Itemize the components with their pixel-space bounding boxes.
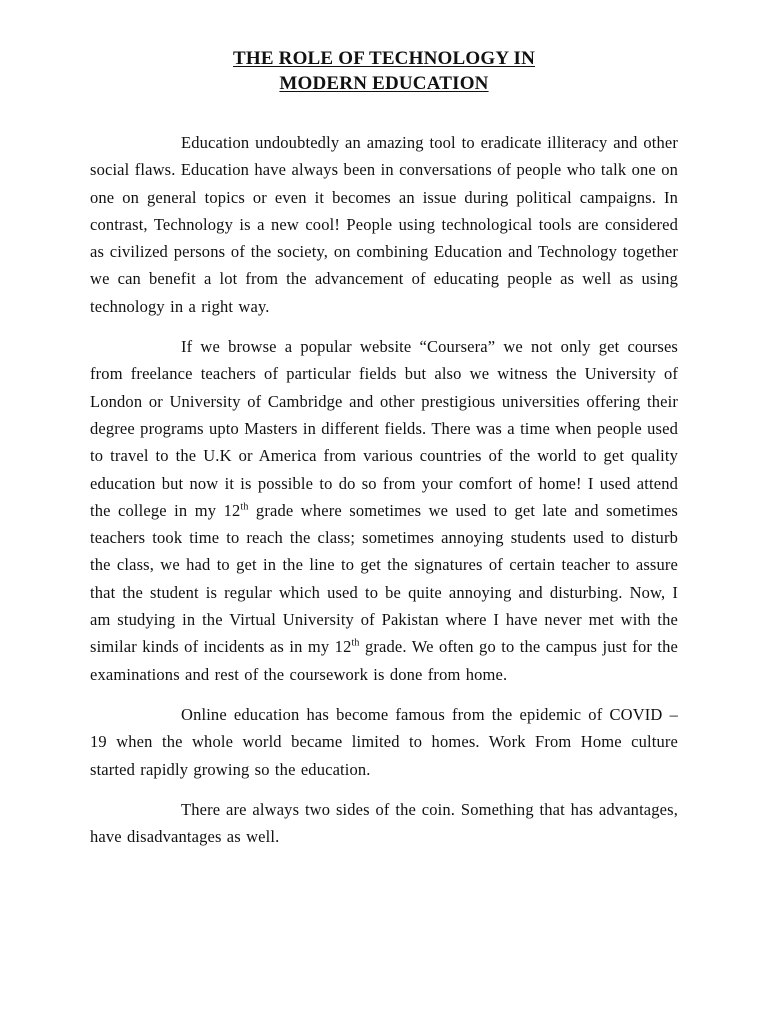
document-body	[90, 129, 678, 863]
ordinal-superscript-2: th	[351, 637, 360, 649]
document-title	[90, 46, 678, 96]
ordinal-superscript-1: th	[240, 501, 249, 513]
paragraph-2-part-1: If we browse a popular website “Coursera” we not only get courses from freelance teachers of particular fields but also we witness the University of London or University of Cambridge and other prestigious universities offering their degree programs upto Masters in different fields. There was a time when people used to travel to the U.K or America from various countries of the world to get quality education but now it is possible to do so from your comfort of home! I used attend the college in my 12	[90, 337, 678, 520]
title-line-2: MODERN EDUCATION	[279, 73, 489, 94]
paragraph-2	[90, 333, 678, 688]
title-line-1: THE ROLE OF TECHNOLOGY IN	[232, 48, 535, 69]
paragraph-1: Education undoubtedly an amazing tool to eradicate illiteracy and other social flaws. Education have always been in conversations of people who talk one on one on general topics or even it becomes an issue during political campaigns. In contrast, Technology is a new cool! People using technological tools are considered as civilized persons of the society, on combining Education and Technology together we can benefit a lot from the advancement of educating people as well as using technology in a right way.	[90, 133, 678, 316]
paragraph-2-part-2: grade where sometimes we used to get late and sometimes teachers took time to reach the class; sometimes annoying students used to disturb the class, we had to get in the line to get the signatures of certain teacher to assure that the student is regular which used to be quite annoying and disturbing. Now, I am studying in the Virtual University of Pakistan where I have never met with the similar kinds of incidents as in my 12	[90, 500, 679, 657]
paragraph-3: Online education has become famous from the epidemic of COVID – 19 when the whole world became limited to homes. Work From Home culture started rapidly growing so the education.	[90, 704, 678, 779]
paragraph-4: There are always two sides of the coin. Something that has advantages, have disadvantages as well.	[90, 799, 678, 847]
paragraph-2-part-3: grade. We often go to the campus just for the examinations and rest of the coursework is done from home.	[90, 637, 679, 684]
